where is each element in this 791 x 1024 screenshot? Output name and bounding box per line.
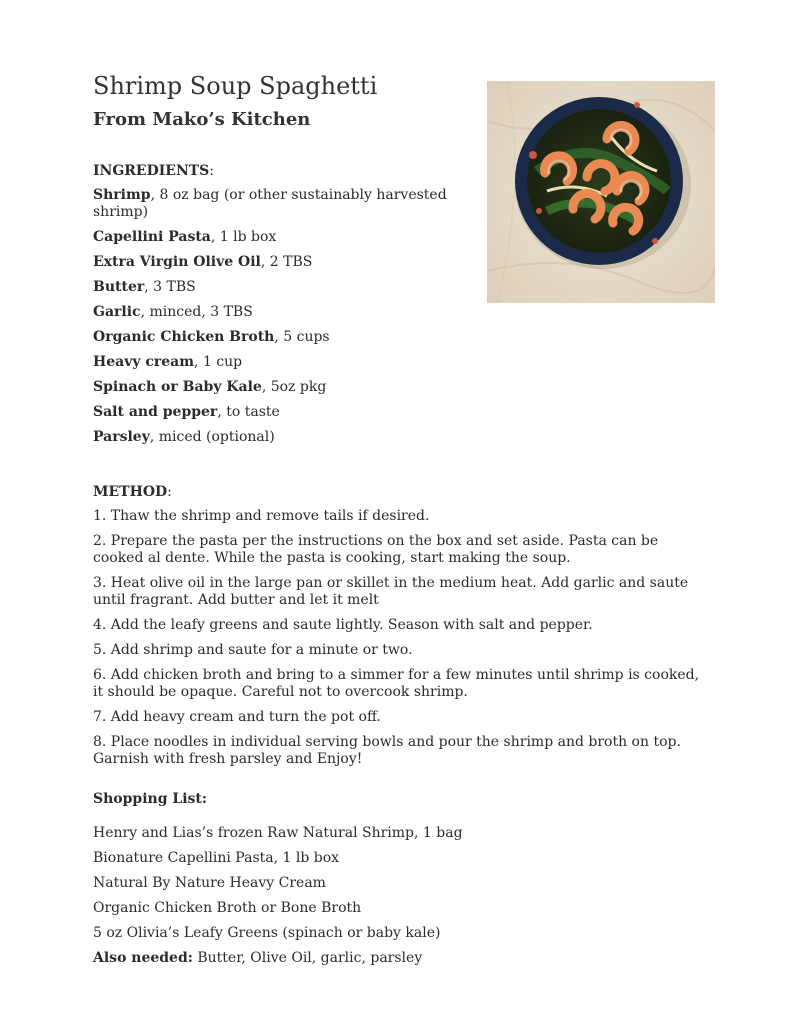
- ingredient-item: [93, 229, 453, 246]
- ingredient-detail: , 1 lb box: [210, 229, 277, 245]
- shopping-list: [93, 825, 703, 942]
- method-step: 4. Add the leafy greens and saute lightly. Season with salt and pepper.: [93, 617, 593, 633]
- ingredient-name: Garlic: [93, 304, 141, 320]
- also-needed-line: Also needed: Butter, Olive Oil, garlic, parsley: [93, 950, 423, 966]
- ingredient-item: [93, 254, 453, 271]
- ingredient-name: Salt and pepper: [93, 404, 218, 420]
- shopping-heading: Shopping List:: [93, 791, 208, 807]
- method-step: 3. Heat olive oil in the large pan or skillet in the medium heat. Add garlic and saute until fragrant. Add butter and let it melt: [93, 575, 689, 608]
- method-step: 5. Add shrimp and saute for a minute or two.: [93, 642, 413, 658]
- ingredient-name: Extra Virgin Olive Oil: [93, 254, 261, 270]
- ingredients-heading: INGREDIENTS:: [93, 163, 215, 179]
- ingredient-detail: , 2 TBS: [260, 254, 313, 270]
- method-step: 2. Prepare the pasta per the instructions on the box and set aside. Pasta can be cooked al dente. While the pasta is cooking, start making the soup.: [93, 533, 659, 566]
- ingredient-name: Butter: [93, 279, 145, 295]
- ingredient-detail: , minced, 3 TBS: [140, 304, 253, 320]
- shopping-item: Natural By Nature Heavy Cream: [93, 875, 326, 891]
- ingredient-detail: , 1 cup: [194, 354, 243, 370]
- ingredient-name: Spinach or Baby Kale: [93, 379, 262, 395]
- ingredient-item: [93, 187, 453, 221]
- ingredient-item: [93, 354, 453, 371]
- ingredient-detail: , miced (optional): [149, 429, 275, 445]
- ingredient-detail: , 5oz pkg: [261, 379, 327, 395]
- shopping-item: Organic Chicken Broth or Bone Broth: [93, 900, 362, 916]
- method-steps: [93, 508, 703, 768]
- shopping-item: Bionature Capellini Pasta, 1 lb box: [93, 850, 340, 866]
- shopping-item: 5 oz Olivia’s Leafy Greens (spinach or baby kale): [93, 925, 441, 941]
- ingredient-item: [93, 404, 453, 421]
- ingredients-list: [93, 187, 453, 446]
- ingredient-item: [93, 279, 453, 296]
- ingredient-name: Parsley: [93, 429, 150, 445]
- ingredients-section: [93, 163, 453, 454]
- method-step: 7. Add heavy cream and turn the pot off.: [93, 709, 381, 725]
- recipe-subtitle: From Mako’s Kitchen: [93, 109, 311, 130]
- ingredient-item: [93, 329, 453, 346]
- method-step: 6. Add chicken broth and bring to a simmer for a few minutes until shrimp is cooked, it should be opaque. Careful not to overcook shrimp.: [93, 667, 700, 700]
- ingredient-item: [93, 304, 453, 321]
- shopping-item: Henry and Lias’s frozen Raw Natural Shrimp, 1 bag: [93, 825, 463, 841]
- shopping-section: [93, 791, 703, 975]
- method-step: 1. Thaw the shrimp and remove tails if desired.: [93, 508, 430, 524]
- ingredient-detail: , to taste: [217, 404, 280, 420]
- ingredient-item: [93, 429, 453, 446]
- ingredient-detail: , 8 oz bag (or other sustainably harvested shrimp): [93, 187, 447, 220]
- method-heading: METHOD:: [93, 484, 172, 500]
- ingredient-item: [93, 379, 453, 396]
- ingredient-detail: , 5 cups: [274, 329, 330, 345]
- ingredient-name: Capellini Pasta: [93, 229, 211, 245]
- method-step: 8. Place noodles in individual serving bowls and pour the shrimp and broth on top. Garnish with fresh parsley and Enjoy!: [93, 734, 681, 767]
- ingredient-name: Organic Chicken Broth: [93, 329, 275, 345]
- ingredient-name: Shrimp: [93, 187, 151, 203]
- shrimp-soup-photo: [487, 81, 715, 303]
- ingredient-name: Heavy cream: [93, 354, 195, 370]
- method-section: [93, 484, 703, 776]
- recipe-title: Shrimp Soup Spaghetti: [93, 72, 378, 100]
- ingredient-detail: , 3 TBS: [144, 279, 196, 295]
